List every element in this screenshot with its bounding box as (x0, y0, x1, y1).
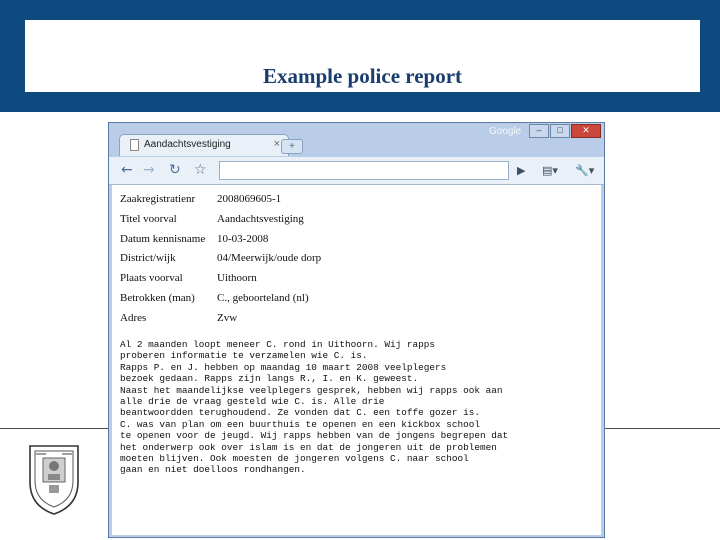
tab-close-icon[interactable]: × (273, 138, 280, 150)
field-value: Zvw (217, 311, 238, 324)
report-line: alle drie de vraag gesteld wie C. is. Alle drie (120, 396, 385, 408)
field-value: Uithoorn (217, 272, 257, 285)
page-icon (130, 139, 139, 151)
report-line: te openen voor de jeugd. Wij rapps hebben van de jongens begrepen dat (120, 430, 509, 442)
star-icon[interactable]: ☆ (194, 162, 207, 178)
browser-brand: Google (489, 126, 522, 137)
field-label: Titel voorval (120, 212, 177, 225)
tab-aandachtsvestiging[interactable] (119, 134, 289, 156)
report-line: Naast het maandelijkse veelplegers gesprek, hebben wij rapps ook aan (120, 384, 503, 396)
report-line: het onderwerp ook over islam is en dat de jongeren uit de problemen (120, 441, 497, 453)
field-value: Aandachtsvestiging (217, 212, 304, 225)
wrench-icon[interactable]: 🔧▾ (575, 164, 595, 177)
report-line: Rapps P. en J. hebben op maandag 10 maart 2008 veelplegers (120, 361, 447, 373)
browser-titlebar (109, 123, 604, 157)
close-button[interactable]: ✕ (571, 124, 601, 138)
back-icon[interactable]: ← (121, 162, 133, 178)
slide-header (0, 0, 720, 112)
field-label: Plaats voorval (120, 272, 183, 285)
slide-title: Example police report (262, 64, 463, 88)
field-value: 10-03-2008 (217, 232, 269, 245)
new-tab-button[interactable]: + (281, 139, 303, 154)
report-line: Al 2 maanden loopt meneer C. rond in Uithoorn. Wij rapps (120, 339, 436, 350)
report-page (112, 185, 601, 535)
browser-toolbar (109, 157, 604, 185)
field-value: C., geboorteland (nl) (217, 291, 309, 304)
report-line: bezoek gedaan. Rapps zijn langs R., I. en K. geweest. (120, 373, 419, 385)
field-label: Datum kennisname (120, 232, 206, 245)
browser-window (108, 122, 605, 538)
report-line: proberen informatie te verzamelen wie C. is. (120, 350, 368, 362)
field-value: 04/Meerwijk/oude dorp (217, 252, 322, 265)
tab-title: Aandachtsvestiging (144, 139, 231, 150)
minimize-button[interactable]: – (529, 124, 549, 138)
address-bar[interactable] (219, 161, 509, 180)
maximize-button[interactable]: □ (550, 124, 570, 138)
seal-logo (26, 440, 82, 516)
forward-icon[interactable]: → (143, 162, 155, 178)
report-line: moeten blijven. Ook moesten de jongeren volgens C. naar school (120, 453, 469, 465)
go-icon[interactable]: ▶ (517, 164, 526, 177)
title-box (25, 20, 700, 92)
report-line: C. was van plan om een buurthuis te openen en een kickbox school (120, 418, 481, 430)
reload-icon[interactable]: ↻ (169, 162, 181, 178)
report-narrative (120, 339, 508, 476)
report-line: gaan en niet doelloos rondhangen. (120, 464, 306, 476)
field-label: Zaakregistratienr (120, 193, 196, 205)
page-menu-icon[interactable]: ▤▾ (542, 164, 558, 177)
field-value: 2008069605-1 (217, 193, 282, 205)
field-label: Betrokken (man) (120, 291, 195, 304)
field-label: Adres (120, 311, 147, 324)
report-line: beantwoordden terughoudend. Ze vonden dat C. een toffe gozer is. (120, 407, 481, 419)
field-label: District/wijk (120, 252, 176, 265)
